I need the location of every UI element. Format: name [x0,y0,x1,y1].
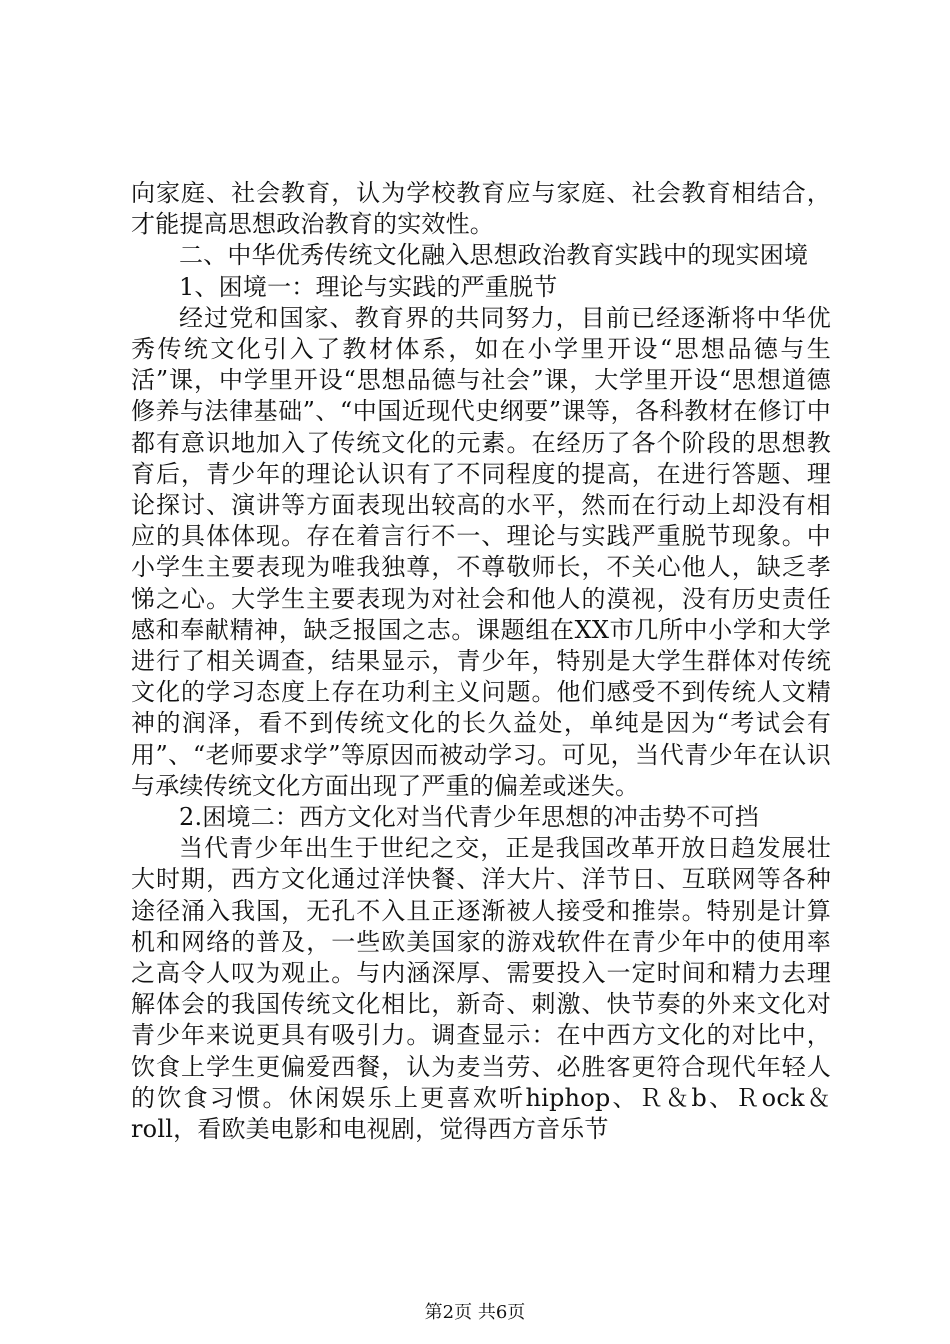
subsection-heading-2: 2.困境二：西方文化对当代青少年思想的冲击势不可挡 [179,803,759,832]
section-heading: 二、中华优秀传统文化融入思想政治教育实践中的现实困境 [179,241,809,270]
document-body [131,178,831,1145]
paragraph-body-2: 当代青少年出生于世纪之交，正是我国改革开放日趋发展壮大时期，西方文化通过洋快餐、洋大片、洋节日、互联网等各种途径涌入我国，无孔不入且正逐渐被人接受和推崇。特别是计算机和网络的普及，一些欧美国家的游戏软件在青少年中的使用率之高令人叹为观止。与内涵深厚、需要投入一定时间和精力去理解体会的我国传统文化相比，新奇、刺激、快节奏的外来文化对青少年来说更具有吸引力。调查显示：在中西方文化的对比中，饮食上学生更偏爱西餐，认为麦当劳、必胜客更符合现代年轻人的饮食习惯。休闲娱乐上更喜欢听hiphop、Ｒ＆b、Ｒock＆roll，看欧美电影和电视剧，觉得西方音乐节 [131,834,831,1144]
paragraph-continuation: 向家庭、社会教育，认为学校教育应与家庭、社会教育相结合，才能提高思想政治教育的实效性。 [131,179,831,239]
page-footer: 第2页 共6页 [424,1302,526,1323]
subsection-heading-1: 1、困境一：理论与实践的严重脱节 [179,272,558,301]
paragraph-body-1: 经过党和国家、教育界的共同努力，目前已经逐渐将中华优秀传统文化引入了教材体系，如在小学里开设“思想品德与生活”课，中学里开设“思想品德与社会”课，大学里开设“思想道德修养与法律基础”、“中国近现代史纲要”课等，各科教材在修订中都有意识地加入了传统文化的元素。在经历了各个阶段的思想教育后，青少年的理论认识有了不同程度的提高，在进行答题、理论探讨、演讲等方面表现出较高的水平，然而在行动上却没有相应的具体体现。存在着言行不一、理论与实践严重脱节现象。中小学生主要表现为唯我独尊，不尊敬师长，不关心他人，缺乏孝悌之心。大学生主要表现为对社会和他人的漠视，没有历史责任感和奉献精神，缺乏报国之志。课题组在XX市几所中小学和大学进行了相关调查，结果显示，青少年，特别是大学生群体对传统文化的学习态度上存在功利主义问题。他们感受不到传统人文精神的润泽，看不到传统文化的长久益处，单纯是因为“考试会有用”、“老师要求学”等原因而被动学习。可见，当代青少年在认识与承续传统文化方面出现了严重的偏差或迷失。 [131,303,831,800]
